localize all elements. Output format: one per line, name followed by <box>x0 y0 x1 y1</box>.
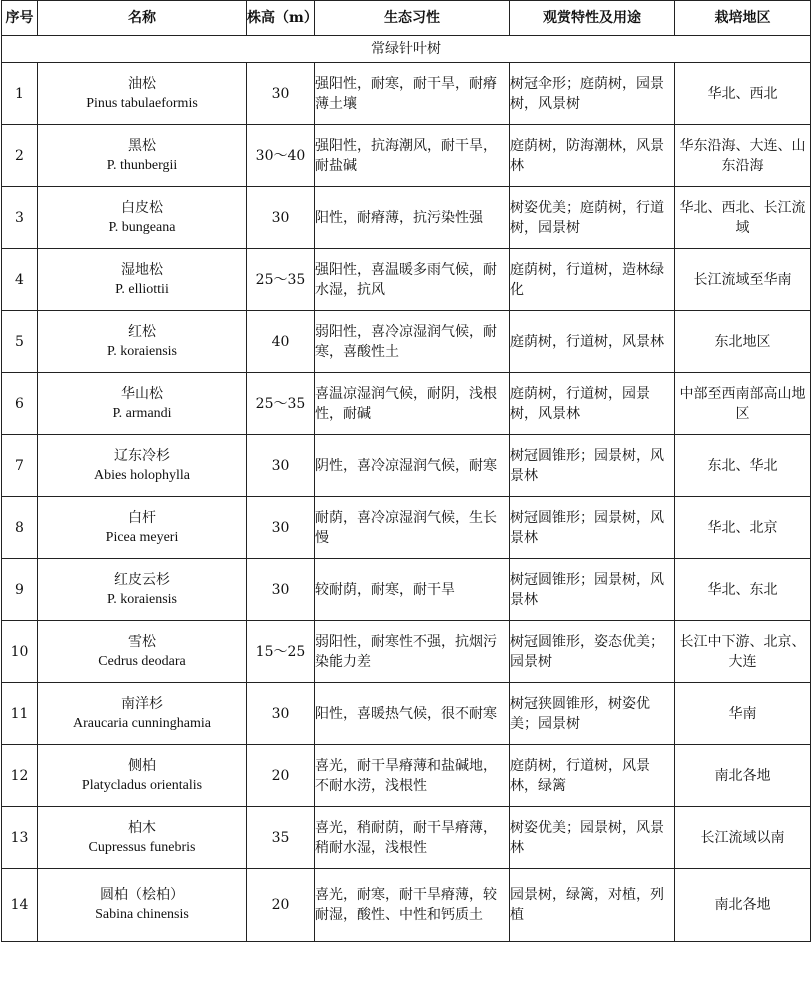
row-name <box>38 745 247 807</box>
row-habit: 喜温凉湿润气候，耐阴，浅根性，耐碱 <box>315 373 510 435</box>
row-idx: 14 <box>2 869 38 942</box>
table-row <box>2 125 811 187</box>
row-height: 35 <box>247 807 315 869</box>
row-use: 园景树，绿篱，对植，列植 <box>510 869 675 942</box>
row-habit: 耐荫，喜冷凉湿润气候，生长慢 <box>315 497 510 559</box>
row-name <box>38 249 247 311</box>
row-name-latin: Sabina chinensis <box>95 907 189 922</box>
row-region: 华北、西北、长江流域 <box>675 187 811 249</box>
row-habit: 强阳性，耐寒，耐干旱，耐瘠薄土壤 <box>315 63 510 125</box>
table-row <box>2 869 811 942</box>
row-name-latin: P. bungeana <box>108 219 176 235</box>
row-idx: 13 <box>2 807 38 869</box>
table-row <box>2 311 811 373</box>
row-name-latin: P. elliottii <box>115 281 169 297</box>
row-idx: 4 <box>2 249 38 311</box>
row-idx: 6 <box>2 373 38 435</box>
row-name-cn: 白皮松 <box>121 199 163 216</box>
row-region: 南北各地 <box>675 869 811 942</box>
header-idx: 序号 <box>2 1 38 36</box>
conifer-table <box>1 0 811 942</box>
row-region: 长江中下游、北京、大连 <box>675 621 811 683</box>
row-habit: 弱阳性，喜冷凉湿润气候，耐寒，喜酸性土 <box>315 311 510 373</box>
row-use: 树冠伞形；庭荫树，园景树，风景树 <box>510 63 675 125</box>
row-use: 庭荫树，行道树，风景林，绿篱 <box>510 745 675 807</box>
table-row <box>2 807 811 869</box>
row-region: 华北、东北 <box>675 559 811 621</box>
row-name-cn: 黑松 <box>128 137 156 154</box>
row-habit: 弱阳性，耐寒性不强，抗烟污染能力差 <box>315 621 510 683</box>
row-name-latin: Picea meyeri <box>105 529 179 545</box>
row-idx: 8 <box>2 497 38 559</box>
row-height: 30 <box>247 187 315 249</box>
row-height: 20 <box>247 869 315 942</box>
table-row <box>2 373 811 435</box>
row-idx: 5 <box>2 311 38 373</box>
row-use: 树姿优美；园景树，风景林 <box>510 807 675 869</box>
row-name <box>38 373 247 435</box>
row-name-latin: Platycladus orientalis <box>81 777 203 793</box>
row-idx: 2 <box>2 125 38 187</box>
row-region: 华东沿海、大连、山东沿海 <box>675 125 811 187</box>
row-name <box>38 63 247 125</box>
row-region: 中部至西南部高山地区 <box>675 373 811 435</box>
table-row <box>2 435 811 497</box>
row-height: 30～40 <box>247 125 315 187</box>
row-name-cn: 南洋杉 <box>121 695 163 712</box>
row-habit: 阴性，喜冷凉湿润气候，耐寒 <box>315 435 510 497</box>
row-habit: 强阳性，抗海潮风，耐干旱，耐盐碱 <box>315 125 510 187</box>
row-name-latin: Araucaria cunninghamia <box>73 715 211 731</box>
row-height: 25～35 <box>247 249 315 311</box>
row-region: 长江流域至华南 <box>675 249 811 311</box>
row-name-latin: Pinus tabulaeformis <box>86 95 198 111</box>
row-height: 30 <box>247 63 315 125</box>
row-name-cn: 华山松 <box>121 385 163 402</box>
table-row <box>2 745 811 807</box>
header-row <box>2 1 811 36</box>
row-name <box>38 869 247 942</box>
row-idx: 7 <box>2 435 38 497</box>
row-name-latin: P. armandi <box>112 405 172 421</box>
row-idx: 1 <box>2 63 38 125</box>
row-idx: 11 <box>2 683 38 745</box>
row-region: 长江流域以南 <box>675 807 811 869</box>
header-use: 观赏特性及用途 <box>510 1 675 36</box>
header-habit: 生态习性 <box>315 1 510 36</box>
row-habit: 喜光，耐寒，耐干旱瘠薄，较耐湿，酸性、中性和钙质土 <box>315 869 510 942</box>
row-height: 30 <box>247 559 315 621</box>
row-use: 树冠狭圆锥形，树姿优美；园景树 <box>510 683 675 745</box>
row-use: 庭荫树，行道树，造林绿化 <box>510 249 675 311</box>
header-name: 名称 <box>38 1 247 36</box>
row-use: 庭荫树，防海潮林，风景林 <box>510 125 675 187</box>
section-row <box>2 36 811 63</box>
row-name-cn: 柏木 <box>128 819 156 836</box>
row-name <box>38 807 247 869</box>
row-habit: 阳性，喜暖热气候，很不耐寒 <box>315 683 510 745</box>
row-use: 庭荫树，行道树，风景林 <box>510 311 675 373</box>
row-use: 树冠圆锥形；园景树，风景林 <box>510 559 675 621</box>
row-habit: 喜光，稍耐荫，耐干旱瘠薄，稍耐水湿，浅根性 <box>315 807 510 869</box>
row-region: 南北各地 <box>675 745 811 807</box>
row-use: 树姿优美；庭荫树，行道树，园景树 <box>510 187 675 249</box>
row-region: 华南 <box>675 683 811 745</box>
row-name-cn: 湿地松 <box>121 261 163 278</box>
row-name <box>38 311 247 373</box>
row-name <box>38 497 247 559</box>
table-row <box>2 63 811 125</box>
row-use: 庭荫树，行道树，园景树，风景林 <box>510 373 675 435</box>
row-name-latin: P. koraiensis <box>107 591 177 607</box>
row-region: 华北、西北 <box>675 63 811 125</box>
row-name <box>38 683 247 745</box>
row-name-cn: 圆柏（桧柏） <box>100 887 184 903</box>
row-name-cn: 油松 <box>128 75 156 92</box>
row-use: 树冠圆锥形；园景树，风景林 <box>510 497 675 559</box>
table-row <box>2 187 811 249</box>
row-use: 树冠圆锥形，姿态优美；园景树 <box>510 621 675 683</box>
row-name-cn: 雪松 <box>128 633 156 650</box>
row-name-cn: 辽东冷杉 <box>114 447 170 464</box>
row-height: 30 <box>247 683 315 745</box>
table-row <box>2 559 811 621</box>
row-use: 树冠圆锥形；园景树，风景林 <box>510 435 675 497</box>
row-idx: 9 <box>2 559 38 621</box>
table-row <box>2 621 811 683</box>
row-region: 东北地区 <box>675 311 811 373</box>
row-name-cn: 红皮云杉 <box>114 571 170 588</box>
row-name <box>38 125 247 187</box>
row-name <box>38 435 247 497</box>
row-name-latin: Cupressus funebris <box>88 839 196 855</box>
row-height: 20 <box>247 745 315 807</box>
row-habit: 强阳性，喜温暖多雨气候，耐水湿，抗风 <box>315 249 510 311</box>
row-height: 15～25 <box>247 621 315 683</box>
table-row <box>2 683 811 745</box>
header-region: 栽培地区 <box>675 1 811 36</box>
row-name <box>38 187 247 249</box>
row-name-cn: 白杆 <box>128 509 156 526</box>
row-name-cn: 侧柏 <box>128 757 156 774</box>
row-name <box>38 621 247 683</box>
row-height: 30 <box>247 497 315 559</box>
row-name-latin: Abies holophylla <box>93 467 191 483</box>
row-name <box>38 559 247 621</box>
row-name-cn: 红松 <box>128 323 156 340</box>
row-name-latin: P. thunbergii <box>106 157 178 173</box>
row-height: 30 <box>247 435 315 497</box>
row-habit: 较耐荫，耐寒，耐干旱 <box>315 559 510 621</box>
header-height: 株高（m） <box>247 1 315 36</box>
row-habit: 阳性，耐瘠薄，抗污染性强 <box>315 187 510 249</box>
row-habit: 喜光，耐干旱瘠薄和盐碱地，不耐水涝，浅根性 <box>315 745 510 807</box>
row-idx: 12 <box>2 745 38 807</box>
table-row <box>2 249 811 311</box>
section-title: 常绿针叶树 <box>2 36 811 63</box>
row-idx: 3 <box>2 187 38 249</box>
row-name-latin: P. koraiensis <box>107 343 177 359</box>
table-row <box>2 497 811 559</box>
row-height: 25～35 <box>247 373 315 435</box>
row-name-latin: Cedrus deodara <box>98 653 186 669</box>
row-idx: 10 <box>2 621 38 683</box>
row-region: 东北、华北 <box>675 435 811 497</box>
row-region: 华北、北京 <box>675 497 811 559</box>
row-height: 40 <box>247 311 315 373</box>
